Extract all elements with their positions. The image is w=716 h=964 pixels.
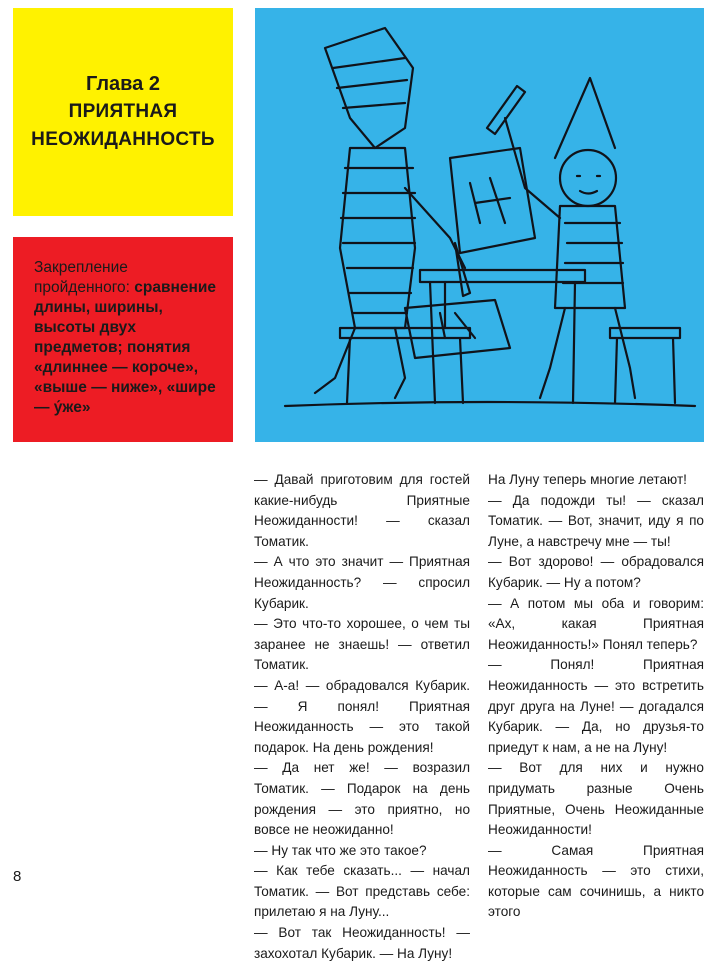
chapter-number: Глава 2 — [85, 73, 160, 95]
chapter-title-line2: НЕОЖИДАННОСТЬ — [31, 129, 215, 150]
paragraph: — Это что-то хорошее, о чем ты заранее не знаешь! — ответил Томатик. — [254, 616, 470, 673]
paragraph: — Понял! Приятная Неожиданность — это встретить друг друга на Луне! — догадался Кубарик. — Да, но друзья-то приедут к нам, а не на Луну! — [488, 657, 704, 755]
topic-box — [13, 237, 233, 442]
paragraph: — Как тебе сказать... — начал Томатик. — Вот представь себе: прилетаю я на Луну... — [254, 863, 470, 920]
paragraph: — А что это значит — Приятная Неожиданность? — спросил Кубарик. — [254, 554, 470, 611]
right-pencil — [487, 86, 525, 134]
right-bench — [610, 328, 680, 403]
paragraph: — Вот так Неожиданность! — захохотал Кубарик. — На Луну! — [254, 925, 470, 961]
illustration-drawing — [255, 8, 704, 442]
paragraph: — А-а! — обрадовался Кубарик. — Я понял! Приятная Неожиданность — это такой подарок. На день рождения! — [254, 677, 470, 755]
chapter-heading-box — [13, 8, 233, 216]
right-character-head — [560, 150, 616, 206]
paragraph: — Давай приготовим для гостей какие-нибудь Приятные Неожиданности! — сказал Томатик. — [254, 472, 470, 549]
right-character-cap — [555, 78, 615, 158]
topic-intro: Закрепление пройденного: — [34, 259, 130, 296]
paragraph: — Да подожди ты! — сказал Томатик. — Вот, значит, иду я по Луне, а навстречу мне — ты! — [488, 492, 704, 549]
paragraph: На Луну теперь многие летают! — [488, 472, 687, 487]
table-top — [420, 270, 585, 282]
table-legs — [430, 282, 575, 403]
paragraph: — Ну так что же это такое? — [254, 842, 427, 858]
text-column-right — [488, 470, 704, 923]
paragraph: — А потом мы оба и говорим: «Ах, какая Приятная Неожиданность!» Понял теперь? — [488, 595, 704, 652]
right-character-body — [555, 206, 625, 308]
paragraph: — Вот для них и нужно придумать разные Очень Приятные, Очень Неожиданные Неожиданности! — [488, 760, 704, 838]
illustration — [255, 8, 704, 442]
left-character-body — [340, 148, 415, 328]
page-number: 8 — [13, 868, 22, 885]
right-character-legs — [540, 308, 635, 398]
paragraph: — Да нет же! — возразил Томатик. — Подарок на день рождения — это приятно, но вовсе не неожиданно! — [254, 760, 470, 838]
topic-bold: сравнение длины, ширины, высоты двух предметов; понятия «длиннее — короче», «выше — ниже», «шире — у́же» — [34, 279, 216, 416]
paragraph: — Самая Приятная Неожиданность — это стихи, которые сам сочинишь, а никто этого — [488, 842, 704, 920]
paragraph: — Вот здорово! — обрадовался Кубарик. — Ну а потом? — [488, 554, 704, 590]
chapter-title-line1: ПРИЯТНАЯ — [68, 101, 178, 122]
text-column-left — [254, 470, 470, 964]
left-bench — [340, 328, 470, 403]
right-character-arm — [505, 118, 560, 218]
